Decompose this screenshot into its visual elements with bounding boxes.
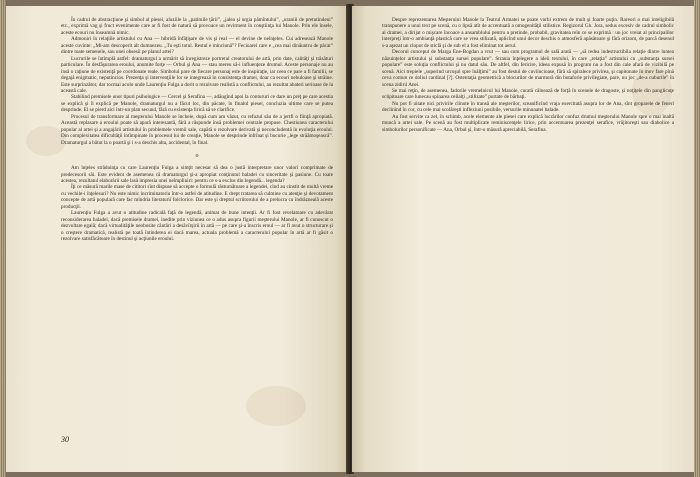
right-page bbox=[352, 6, 694, 472]
paragraph: Se mai reţin, de asemenea, fadorile vremelnicul lui Manole, curată căinează de forţă în scenele de dragoste, şi noţiţele din panglicuţe sclipitoare care lunecau spinarea ceilalţi „stilizate” purtate de bărbaţi. bbox=[382, 87, 674, 101]
left-page bbox=[6, 6, 348, 472]
left-column bbox=[61, 17, 333, 243]
paragraph: Îţi ce măsură marile mase de cititori sînt dispuse să accepte o formulă răsturnătoare a legendei, cînd au cinstit de multă vreme cu vechile-i înţelesuri? Nu este nimic incriminatoriu într-o astfel de atitudine. E drept tratarea să culmine cu atenţie şi devotament concepte de artă populară care fac mîndria literaturii folclorice. Dar este şi dreptul scriitorului de a prelucra cu îndrăzneală aceste producţii. bbox=[61, 184, 333, 210]
paragraph: Despre reprezentarea Meşterului Manole la Teatrul Armatei se poate vorbi extrem de mult şi foarte puţin. Rareori o mai inteligibilă transpunere a unui text pe scenă, cu o lipsă atît de accentuată a omogenităţii stilistice. Regizorul Gh. Jora, sedus excesiv de cadrul simbolic al dramei, a dirijat o mişcare încoace a ansamblului pentru a pretinde, probabil, gravitatea reîn ce se exprimă : un joc vreiat al principalilor interpreţi într-o ambianţă plastică care se vrea stilizată, aplicînd unui decor deschis o atmosferă apăsătoare şi fără orizont, de parcă desenul s-a aşezat un clopot de sticlă şi de sub el a fost eliminat tot aerul. bbox=[382, 17, 674, 49]
paragraph: Stabilind premisele unor tipuri psihologice — Cercel şi Serafina —, adăugînd apoi la contururi ce dare un preţ pe care acestia se explică şi îl explică pe Manole, dramaturgul nu a făcut loc, din păcate, în finalul piesei, concluzia ultime care se putea desprinde. El se pierd aici într-un plan secund, fără cu existenţa lirică să se clarifice. bbox=[61, 94, 333, 114]
paragraph: Decorul conceput de Marga Ene-Bogdan a vrut — sau cum programul de sală arată — „să redea indestructibila relaţie dintre lumea năzuinţelor artistului şi substanţa sursei populare”. Strania înţelegere a ideii textului, în care „relaţia” artistului cu „substanţa sursei populare” este soluţia conflictului şi nu datul său. De altfel, din fericire, ideea expusă în program nu a fost din cale afară de vizibilă pe scenă. Aici trepiele „superind urcuşul spre înălţimi” au fost destul de cuviincioase, fără să spiralece privirea, şi capitonate în mov fare pînă ceva comun ce doliul cardinal [?]. Ostentaţia geometrică a blocurilor de marmoră din butaforie privilegiate, pare, nu joc „de-a cuburile” în scena zidirii Anei. bbox=[382, 49, 674, 88]
paper-stain bbox=[246, 386, 306, 426]
paragraph: Procesul de transformare al meşterului Manole se încheie, după cum am văzut, cu refuzul său de a jertfi o fiinţă apropiată. Această replasare a eroului poate să apară interesantă, fără a răspunde însă problemei centrale propuse. Chestiunea caracterului popular al artei şi a angajării artistului în problemele vremii sale, capătă o rezolvare derivată şi neconcludentă în evoluţia eroului. Din complexitatea dificultăţii întîmpinate în procesul lui de creaţie, Manole se desprinde înfrînat şi bucurie „lege străămoşească”. Dramaturgul a bătut la o poartă şi i s-a deschis alta, accidental, în final. bbox=[61, 113, 333, 146]
section-separator: o bbox=[195, 153, 199, 160]
paragraph: În cadrul de abstracţiune şi simbol al piesei, aluziile la „patimile ţării”, „jalea şi urgia pămîntului”, „uraniii de pretutindeni” etc., exprimă vag şi fruct evenimente care ar fi fost de natură să provoace un revirment în conştiinţa lui Manole. Prin ele însele, aceste ecouri nu înseamnă nimic. bbox=[61, 17, 333, 36]
paragraph: Au fost servite ca zel, în schimb, acele elemente ale piesei care explică lucrărilor confuz drumul meşterului Manole spre o mai înaltă muncă a artei sale. Pe scenă au fost multiplicate reminiscenţele lirice, prin accentuarea prezenţei serafice, vrăjitoreşti sau diabolice a simbolurilor personificate — Ana, Orbul şi, într-o măsură apreciabilă, Serafina. bbox=[382, 113, 674, 133]
paragraph: Lucrurile se întîmplă astfel: dramaturgul a urmărit să înregistreze portretul creatorului de artă, prin date, calităţi şi trăsături particulare. În desfăşurarea eroului, anumite forţe — Orbul şi Ana — stau mereu să-i influenţeze drumul. Aceste personaje nu au însă o raţiune de existenţă pe coordonate reale. Simbolul pare de fiecare personaj este de inspiraţie, iar ceea ce pare a fi familii, se degajă enigmatic, neputincios. Prezenţa şi intervenţiile lor se integrează în consistenţa dramei, doar ca ecouri nebuloase şi străine. Este surprinzător, dar tocmai acolo unde Laurenţiu Fulga a dorit o rezolvare realistă a conflictului, au rezultat abateri serioase de la această cale. bbox=[61, 55, 333, 94]
paragraph: Am înţeles străduinţa cu care Laurenţiu Fulga a simţit necesar să dea o justă interpretare unor valori comprimate de predecesorii săi. Este evident de asemenea că dramaturgul şi-a apropiat conţinutul baladei cu sinceritate şi pasiune. Cu toate acestea, rezultatul elaborării sale lasă impresia unei neîmpliniri: pentru ce s-a exclus din legendă... legenda? bbox=[61, 165, 333, 184]
page-number: 30 bbox=[61, 435, 69, 444]
paragraph: Admoniri în relaţiile artistului cu Ana — hibridă înfăţişare de vis şi real — el devine de neînţeles. Cui adresează Manole aceste cuvinte: „Mi-am descoperit alt dumnezeu. „Tu eşti totul. Restul e minciună”? Fecioarei care e „cea mai dinăuntru de păcat” dintre toate semenele, sau unei obsesii pe planul artei? bbox=[61, 36, 333, 56]
paragraph: Nu pot fi uitate nici privirile clinute în transă ale meşterilor, sceanificînd vraja exercitată asupra lor de Ana, sînt groparele de feneri declinînd în cor, cu cele mai scolăreşti inflexiuni posibile, versurile minunatei balade. bbox=[382, 100, 674, 114]
book-edge-right bbox=[694, 0, 700, 477]
right-column bbox=[382, 17, 674, 133]
paper-stain bbox=[26, 126, 66, 156]
paragraph: Laurenţiu Fulga a avut o atitudine radicală faţă de legendă, animat de bune intenţii. Ar fi fost revelatoare cu adevărat reconsiderarea baladei, dacă premisele dramei, inedite prin viziunea ce o adus asupra figurii meşterului Manole, ar fi cunoscut o dezvoltare egală; dacă virtualităţile neobosite căutări a desăvîrşirii în artă — pe care şi-a înscris eroul — ar fi avut o structurare şi o creştere dramatică, realistă pe toată întinderea ei dacă marea, actuala problemă a caracterului popular în artă ar fi găsit o rezolvare satisfăcătoare în destinul şi acţiunile eroului. bbox=[61, 210, 333, 243]
